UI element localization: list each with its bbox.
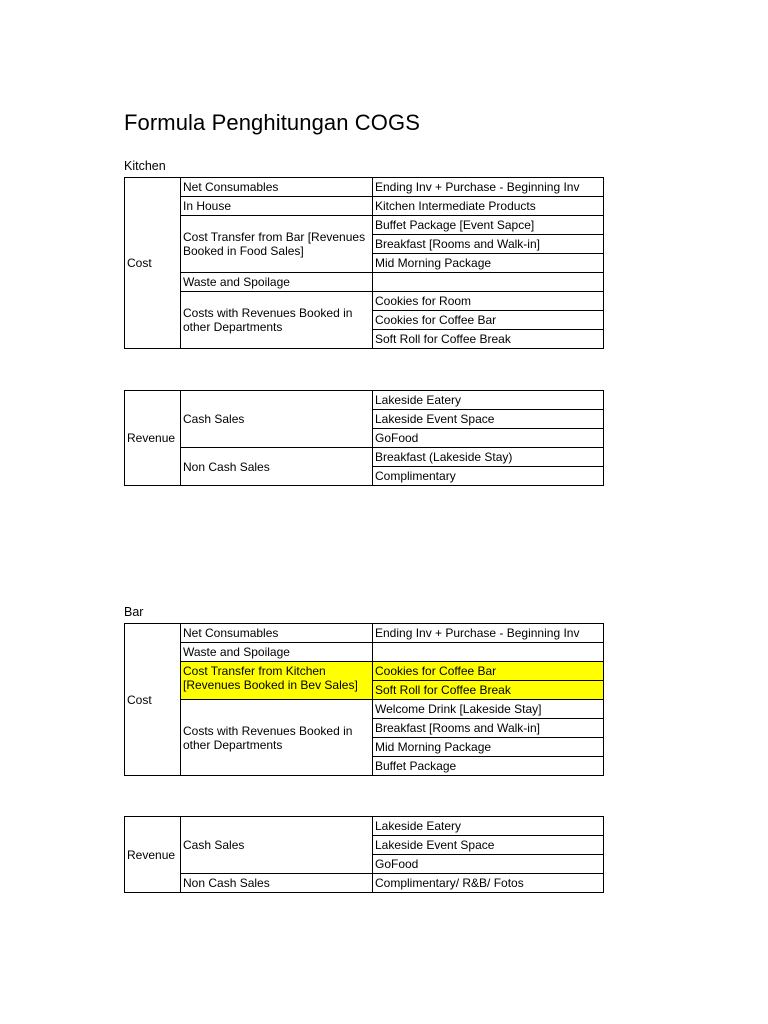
bar-cash-sales-item: Lakeside Event Space: [373, 836, 604, 855]
kitchen-net-consumables-formula: Ending Inv + Purchase - Beginning Inv: [373, 178, 604, 197]
bar-non-cash-sales: Non Cash Sales: [181, 874, 373, 893]
bar-other-depts-item: Mid Morning Package: [373, 738, 604, 757]
kitchen-waste-value: [373, 273, 604, 292]
kitchen-waste: Waste and Spoilage: [181, 273, 373, 292]
bar-cash-sales-item: GoFood: [373, 855, 604, 874]
bar-cost-table: [124, 623, 604, 776]
kitchen-cost-transfer-item: Buffet Package [Event Sapce]: [373, 216, 604, 235]
kitchen-revenue-group-label: Revenue: [125, 391, 181, 486]
kitchen-other-depts-item: Soft Roll for Coffee Break: [373, 330, 604, 349]
kitchen-non-cash-sales-item: Breakfast (Lakeside Stay): [373, 448, 604, 467]
kitchen-other-depts-item: Cookies for Room: [373, 292, 604, 311]
bar-net-consumables: Net Consumables: [181, 624, 373, 643]
bar-cost-transfer-item: Soft Roll for Coffee Break: [373, 681, 604, 700]
kitchen-cost-transfer-item: Mid Morning Package: [373, 254, 604, 273]
bar-revenue-table: [124, 816, 604, 893]
bar-cost-group-label: Cost: [125, 624, 181, 776]
bar-cash-sales-item: Lakeside Eatery: [373, 817, 604, 836]
kitchen-in-house: In House: [181, 197, 373, 216]
page-title: Formula Penghitungan COGS: [124, 110, 420, 135]
kitchen-cash-sales-item: Lakeside Event Space: [373, 410, 604, 429]
kitchen-cost-transfer-item: Breakfast [Rooms and Walk-in]: [373, 235, 604, 254]
kitchen-non-cash-sales-item: Complimentary: [373, 467, 604, 486]
bar-other-depts-item: Buffet Package: [373, 757, 604, 776]
kitchen-section-label: Kitchen: [124, 159, 166, 173]
kitchen-other-depts-item: Cookies for Coffee Bar: [373, 311, 604, 330]
kitchen-cost-table: [124, 177, 604, 349]
bar-cost-transfer: Cost Transfer from Kitchen [Revenues Booked in Bev Sales]: [181, 662, 373, 700]
bar-cash-sales: Cash Sales: [181, 817, 373, 874]
kitchen-cost-group-label: Cost: [125, 178, 181, 349]
bar-revenue-group-label: Revenue: [125, 817, 181, 893]
kitchen-cost-transfer: Cost Transfer from Bar [Revenues Booked in Food Sales]: [181, 216, 373, 273]
bar-other-depts: Costs with Revenues Booked in other Departments: [181, 700, 373, 776]
kitchen-other-depts: Costs with Revenues Booked in other Departments: [181, 292, 373, 349]
kitchen-cash-sales-item: GoFood: [373, 429, 604, 448]
bar-net-consumables-formula: Ending Inv + Purchase - Beginning Inv: [373, 624, 604, 643]
bar-non-cash-sales-item: Complimentary/ R&B/ Fotos: [373, 874, 604, 893]
kitchen-in-house-value: Kitchen Intermediate Products: [373, 197, 604, 216]
kitchen-cash-sales: Cash Sales: [181, 391, 373, 448]
bar-cost-transfer-item: Cookies for Coffee Bar: [373, 662, 604, 681]
kitchen-net-consumables: Net Consumables: [181, 178, 373, 197]
bar-waste: Waste and Spoilage: [181, 643, 373, 662]
bar-waste-value: [373, 643, 604, 662]
bar-other-depts-item: Breakfast [Rooms and Walk-in]: [373, 719, 604, 738]
bar-other-depts-item: Welcome Drink [Lakeside Stay]: [373, 700, 604, 719]
bar-section-label: Bar: [124, 605, 144, 619]
kitchen-cash-sales-item: Lakeside Eatery: [373, 391, 604, 410]
kitchen-revenue-table: [124, 390, 604, 486]
kitchen-non-cash-sales: Non Cash Sales: [181, 448, 373, 486]
